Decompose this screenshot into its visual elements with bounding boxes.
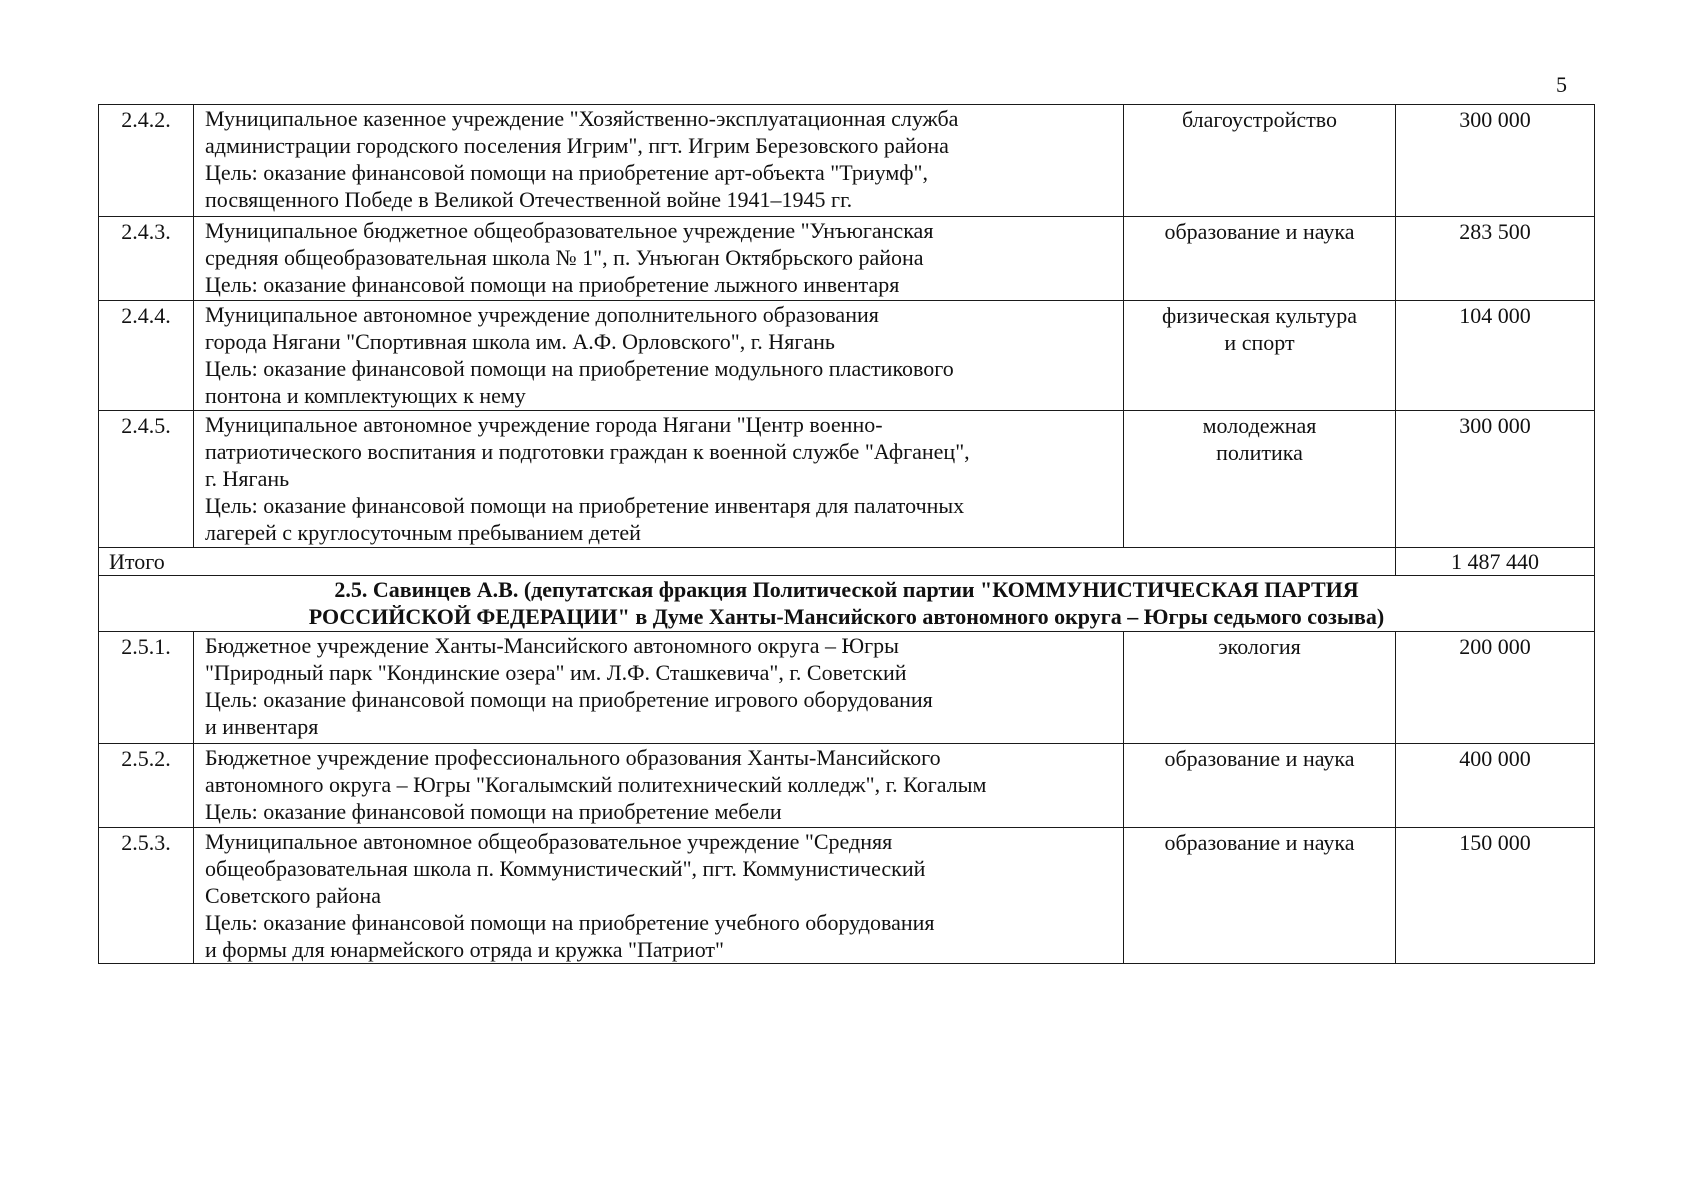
org-line: посвященного Победе в Великой Отечественной войне 1941–1945 гг.	[205, 187, 853, 212]
amount: 400 000	[1396, 744, 1595, 828]
table-row	[99, 217, 1595, 301]
row-number: 2.4.4.	[99, 301, 194, 411]
org-line: Цель: оказание финансовой помощи на приобретение инвентаря для палаточных	[205, 493, 965, 518]
org-description	[194, 632, 1124, 744]
funding-area	[1124, 105, 1396, 217]
org-line: Муниципальное автономное общеобразовательное учреждение "Средняя	[205, 829, 893, 854]
section-heading-row	[99, 576, 1595, 632]
org-description	[194, 828, 1124, 964]
org-line: Бюджетное учреждение Ханты-Мансийского автономного округа – Югры	[205, 633, 899, 658]
funding-area	[1124, 744, 1396, 828]
amount: 300 000	[1396, 411, 1595, 548]
funding-area	[1124, 632, 1396, 744]
funding-table	[98, 104, 1595, 964]
amount: 104 000	[1396, 301, 1595, 411]
row-number: 2.5.2.	[99, 744, 194, 828]
org-line: "Природный парк "Кондинские озера" им. Л.Ф. Сташкевича", г. Советский	[205, 660, 907, 685]
area-line: и спорт	[1224, 330, 1295, 355]
area-line: политика	[1216, 440, 1303, 465]
funding-area	[1124, 217, 1396, 301]
area-line: молодежная	[1202, 413, 1317, 438]
total-row	[99, 548, 1595, 576]
total-amount: 1 487 440	[1396, 548, 1595, 576]
section-heading	[99, 576, 1595, 632]
org-line: Цель: оказание финансовой помощи на приобретение модульного пластикового	[205, 356, 954, 381]
org-line: понтона и комплектующих к нему	[205, 383, 526, 408]
area-line: образование и наука	[1164, 746, 1355, 771]
row-number: 2.5.1.	[99, 632, 194, 744]
area-line: образование и наука	[1164, 219, 1355, 244]
org-line: и формы для юнармейского отряда и кружка "Патриот"	[205, 937, 724, 962]
funding-area	[1124, 828, 1396, 964]
org-line: Советского района	[205, 883, 381, 908]
row-number: 2.4.5.	[99, 411, 194, 548]
org-line: Муниципальное бюджетное общеобразовательное учреждение "Унъюганская	[205, 218, 934, 243]
org-description	[194, 217, 1124, 301]
row-number: 2.5.3.	[99, 828, 194, 964]
org-line: Цель: оказание финансовой помощи на приобретение арт-объекта "Триумф",	[205, 160, 928, 185]
area-line: физическая культура	[1161, 303, 1358, 328]
area-line: образование и наука	[1164, 830, 1355, 855]
total-label: Итого	[99, 548, 1396, 576]
funding-area	[1124, 301, 1396, 411]
area-line: благоустройство	[1181, 107, 1338, 132]
amount: 200 000	[1396, 632, 1595, 744]
org-line: общеобразовательная школа п. Коммунистический", пгт. Коммунистический	[205, 856, 926, 881]
area-line: экология	[1218, 634, 1301, 659]
row-number: 2.4.3.	[99, 217, 194, 301]
org-line: Цель: оказание финансовой помощи на приобретение игрового оборудования	[205, 687, 933, 712]
org-line: Цель: оказание финансовой помощи на приобретение лыжного инвентаря	[205, 272, 900, 297]
table-row	[99, 105, 1595, 217]
table-row	[99, 744, 1595, 828]
funding-area	[1124, 411, 1396, 548]
org-line: лагерей с круглосуточным пребыванием детей	[205, 520, 641, 545]
org-description	[194, 301, 1124, 411]
table-row	[99, 828, 1595, 964]
row-number: 2.4.2.	[99, 105, 194, 217]
table-row	[99, 411, 1595, 548]
org-line: Муниципальное казенное учреждение "Хозяйственно-эксплуатационная служба	[205, 106, 959, 131]
org-description	[194, 744, 1124, 828]
amount: 150 000	[1396, 828, 1595, 964]
org-line: Цель: оказание финансовой помощи на приобретение мебели	[205, 799, 782, 824]
section-heading-line: РОССИЙСКОЙ ФЕДЕРАЦИИ" в Думе Ханты-Мансийского автономного округа – Югры седьмого созыва)	[308, 604, 1385, 629]
org-description	[194, 411, 1124, 548]
org-line: патриотического воспитания и подготовки граждан к военной службе "Афганец",	[205, 439, 970, 464]
org-line: Муниципальное автономное учреждение дополнительного образования	[205, 302, 879, 327]
org-line: средняя общеобразовательная школа № 1", п. Унъюган Октябрьского района	[205, 245, 924, 270]
page-number: 5	[1556, 72, 1567, 97]
org-line: Муниципальное автономное учреждение города Нягани "Центр военно-	[205, 412, 883, 437]
org-line: Цель: оказание финансовой помощи на приобретение учебного оборудования	[205, 910, 935, 935]
org-line: и инвентаря	[205, 714, 319, 739]
amount: 283 500	[1396, 217, 1595, 301]
org-description	[194, 105, 1124, 217]
table-row	[99, 301, 1595, 411]
amount: 300 000	[1396, 105, 1595, 217]
org-line: автономного округа – Югры "Когалымский политехнический колледж", г. Когалым	[205, 772, 987, 797]
org-line: Бюджетное учреждение профессионального образования Ханты-Мансийского	[205, 745, 941, 770]
org-line: администрации городского поселения Игрим", пгт. Игрим Березовского района	[205, 133, 949, 158]
table-row	[99, 632, 1595, 744]
section-heading-line: 2.5. Савинцев А.В. (депутатская фракция Политической партии "КОММУНИСТИЧЕСКАЯ ПАРТИЯ	[334, 577, 1359, 602]
org-line: города Нягани "Спортивная школа им. А.Ф. Орловского", г. Нягань	[205, 329, 835, 354]
org-line: г. Нягань	[205, 466, 290, 491]
